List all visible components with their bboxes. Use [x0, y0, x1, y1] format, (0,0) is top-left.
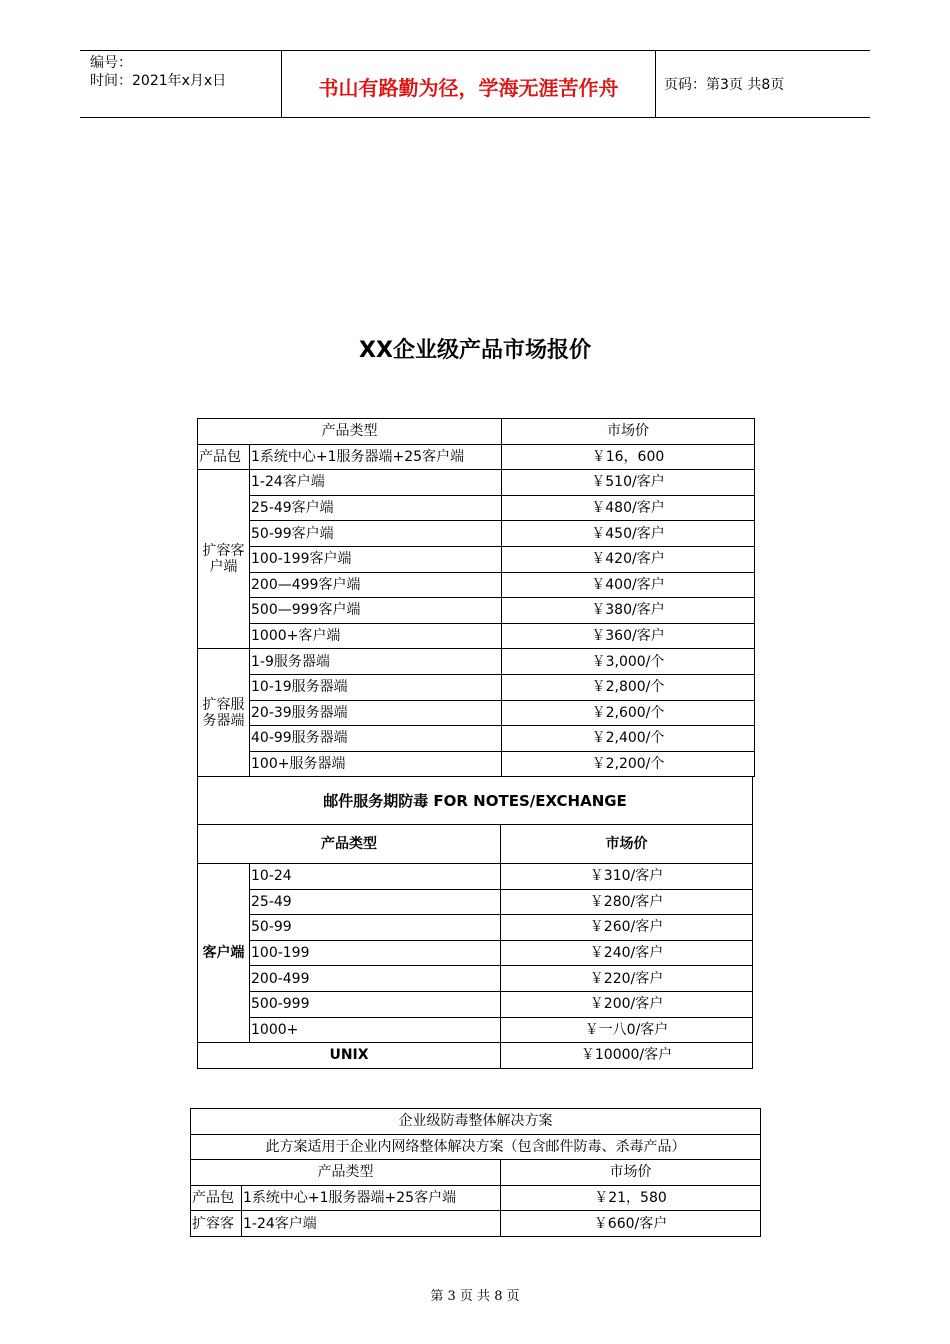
client-price: ￥380/客户 [502, 598, 755, 624]
table-row [198, 1043, 753, 1069]
mail-client-price: ￥260/客户 [501, 915, 753, 941]
table-row [198, 598, 755, 624]
mail-client-range: 25-49 [250, 889, 501, 915]
solution-expand-price: ￥660/客户 [501, 1211, 761, 1237]
table-row [198, 700, 755, 726]
server-price: ￥2,400/个 [502, 726, 755, 752]
mail-client-price: ￥220/客户 [501, 966, 753, 992]
client-price: ￥510/客户 [502, 470, 755, 496]
mail-client-price: ￥240/客户 [501, 940, 753, 966]
price-table-main [197, 418, 755, 777]
table-subtitle-row [191, 1134, 761, 1160]
server-group-label: 扩容服务器端 [198, 649, 250, 777]
client-range: 1-24客户端 [250, 470, 502, 496]
package-label: 产品包 [198, 444, 250, 470]
client-price: ￥360/客户 [502, 623, 755, 649]
solution-package-desc: 1系统中心+1服务器端+25客户端 [242, 1185, 501, 1211]
table-row [198, 470, 755, 496]
mail-client-price: ￥280/客户 [501, 889, 753, 915]
price-table-mail [197, 776, 753, 1069]
table-header-row [198, 419, 755, 445]
client-range: 200—499客户端 [250, 572, 502, 598]
table-row [198, 674, 755, 700]
server-price: ￥2,800/个 [502, 674, 755, 700]
table-row [198, 495, 755, 521]
server-price: ￥2,600/个 [502, 700, 755, 726]
table-row [198, 546, 755, 572]
solution-expand-desc: 1-24客户端 [242, 1211, 501, 1237]
table-row [198, 751, 755, 777]
col-header-type: 产品类型 [191, 1160, 501, 1186]
header-code: 编号： [90, 55, 132, 71]
header-bottom-rule [80, 117, 870, 118]
server-price: ￥2,200/个 [502, 751, 755, 777]
table-row [191, 1211, 761, 1237]
table-row [198, 915, 753, 941]
table-header-row [191, 1160, 761, 1186]
solution-package-label: 产品包 [191, 1185, 242, 1211]
col-header-type: 产品类型 [198, 825, 501, 864]
mail-client-range: 500-999 [250, 991, 501, 1017]
table-header-row [198, 825, 753, 864]
table-row [198, 864, 753, 890]
header-time: 时间：2021年x月x日 [90, 73, 227, 89]
package-price: ￥16，600 [502, 444, 755, 470]
header-page-number: 页码：第3页 共8页 [664, 77, 785, 93]
solution-subtitle: 此方案适用于企业内网络整体解决方案（包含邮件防毒、杀毒产品） [191, 1134, 761, 1160]
client-range: 1000+客户端 [250, 623, 502, 649]
client-price: ￥480/客户 [502, 495, 755, 521]
page-footer: 第 3 页 共 8 页 [430, 1289, 520, 1304]
header-top-rule [80, 50, 870, 51]
server-range: 40-99服务器端 [250, 726, 502, 752]
mail-client-group-label: 客户端 [198, 864, 250, 1043]
table-row [198, 1017, 753, 1043]
client-range: 50-99客户端 [250, 521, 502, 547]
mail-client-price: ￥一八0/客户 [501, 1017, 753, 1043]
client-price: ￥400/客户 [502, 572, 755, 598]
solution-package-price: ￥21，580 [501, 1185, 761, 1211]
col-header-price: 市场价 [501, 825, 753, 864]
table-row [198, 966, 753, 992]
client-range: 500—999客户端 [250, 598, 502, 624]
solution-expand-label: 扩容客 [191, 1211, 242, 1237]
header-motto: 书山有路勤为径，学海无涯苦作舟 [318, 76, 619, 100]
table-row [198, 521, 755, 547]
unix-price: ￥10000/客户 [501, 1043, 753, 1069]
table-row [198, 649, 755, 675]
table-row [198, 889, 753, 915]
table-row [198, 572, 755, 598]
server-range: 100+服务器端 [250, 751, 502, 777]
mail-client-range: 50-99 [250, 915, 501, 941]
client-range: 100-199客户端 [250, 546, 502, 572]
mail-client-price: ￥310/客户 [501, 864, 753, 890]
client-price: ￥420/客户 [502, 546, 755, 572]
header-divider [655, 50, 656, 117]
solution-title: 企业级防毒整体解决方案 [191, 1109, 761, 1135]
client-group-label: 扩容客户端 [198, 470, 250, 649]
mail-client-price: ￥200/客户 [501, 991, 753, 1017]
mail-client-range: 100-199 [250, 940, 501, 966]
section-title-row [198, 777, 753, 825]
unix-label: UNIX [198, 1043, 501, 1069]
price-table-solution [190, 1108, 761, 1237]
table-title-row [191, 1109, 761, 1135]
server-range: 10-19服务器端 [250, 674, 502, 700]
table-row [198, 726, 755, 752]
table-row [198, 991, 753, 1017]
package-desc: 1系统中心+1服务器端+25客户端 [250, 444, 502, 470]
page-title: XX企业级产品市场报价 [359, 338, 591, 363]
server-range: 20-39服务器端 [250, 700, 502, 726]
mail-section-title: 邮件服务期防毒 FOR NOTES/EXCHANGE [198, 777, 753, 825]
col-header-price: 市场价 [501, 1160, 761, 1186]
mail-client-range: 1000+ [250, 1017, 501, 1043]
client-price: ￥450/客户 [502, 521, 755, 547]
client-range: 25-49客户端 [250, 495, 502, 521]
server-range: 1-9服务器端 [250, 649, 502, 675]
col-header-type: 产品类型 [198, 419, 502, 445]
mail-client-range: 10-24 [250, 864, 501, 890]
col-header-price: 市场价 [502, 419, 755, 445]
table-row [191, 1185, 761, 1211]
table-row [198, 444, 755, 470]
table-row [198, 940, 753, 966]
mail-client-range: 200-499 [250, 966, 501, 992]
table-row [198, 623, 755, 649]
server-price: ￥3,000/个 [502, 649, 755, 675]
